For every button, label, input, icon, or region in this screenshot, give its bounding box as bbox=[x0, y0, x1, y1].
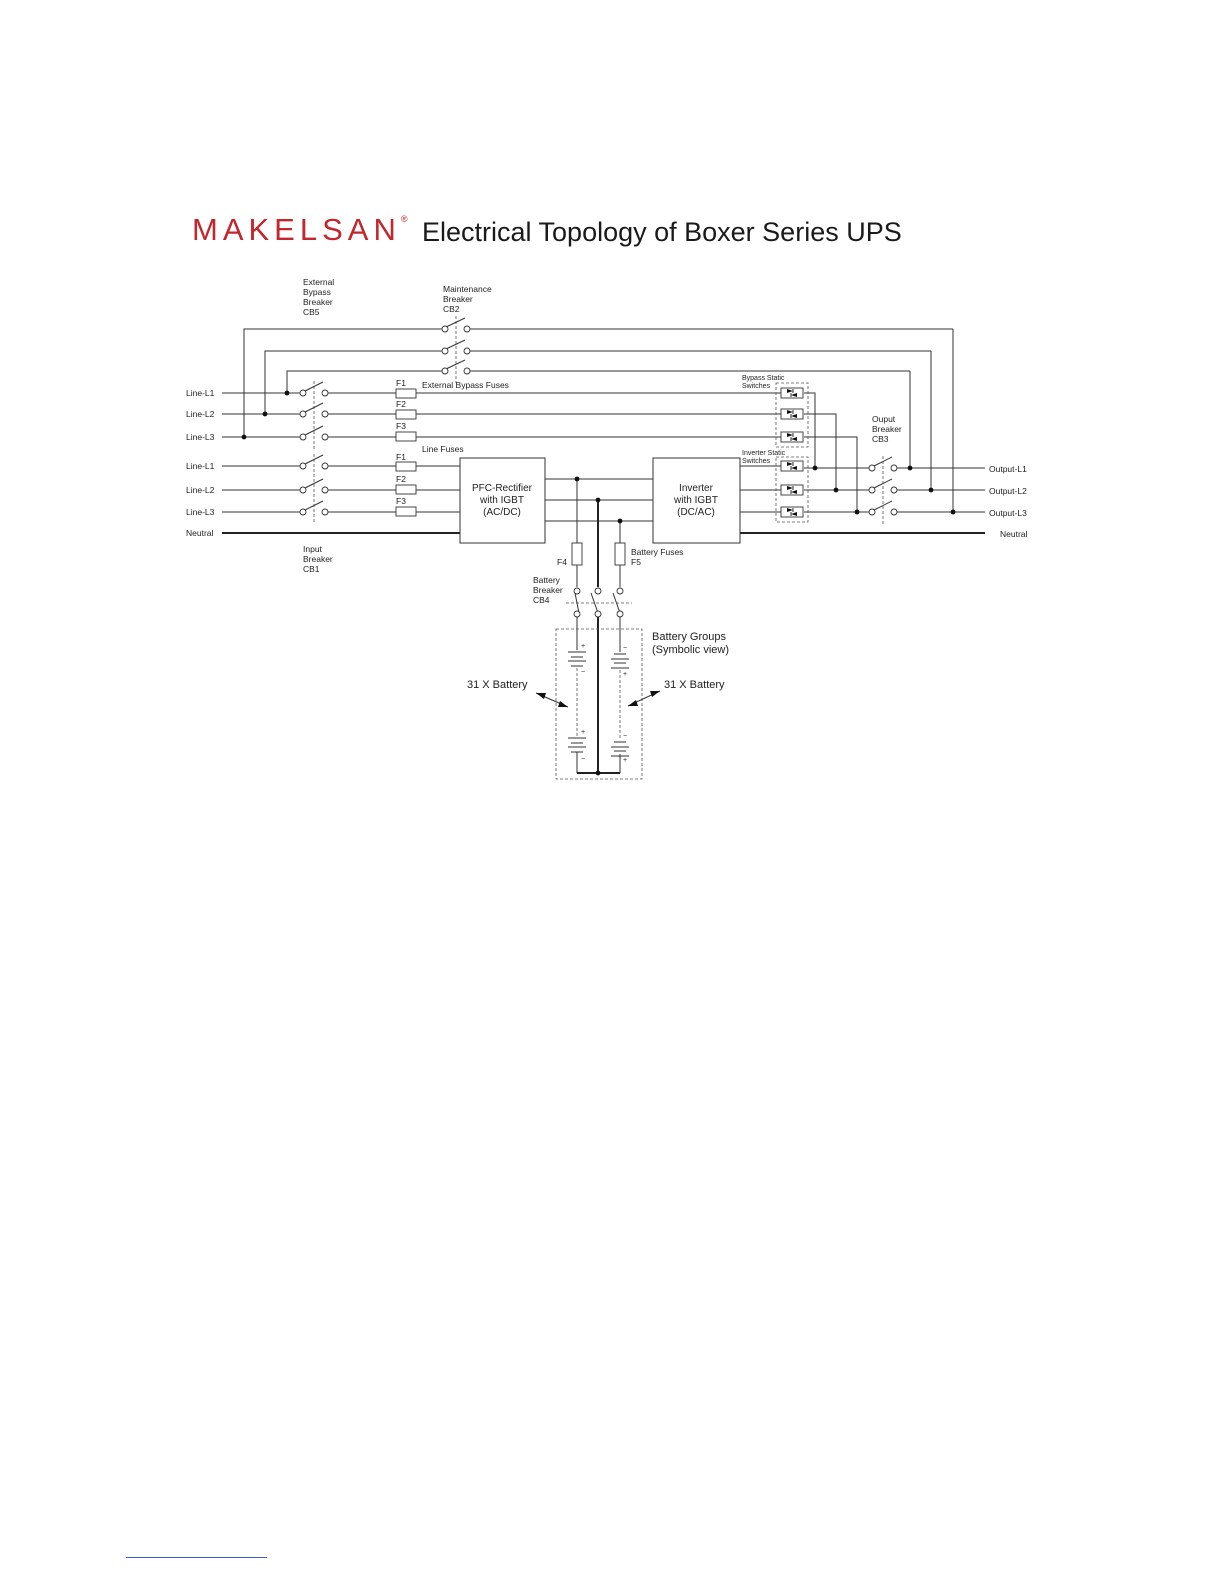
external-bypass-fuses-label: External Bypass Fuses bbox=[422, 380, 509, 390]
cb4-label: Battery bbox=[533, 575, 560, 585]
cb5-label: External bbox=[303, 277, 335, 287]
inverter-static-switches-label: Inverter Static bbox=[742, 450, 786, 457]
svg-text:Switches: Switches bbox=[742, 458, 771, 465]
inverter-static-switches bbox=[776, 457, 808, 522]
f5-label: F5 bbox=[631, 557, 641, 567]
svg-text:with IGBT: with IGBT bbox=[480, 495, 524, 506]
breaker-cb1 bbox=[300, 454, 328, 523]
svg-text:−: − bbox=[581, 669, 586, 676]
f4-label: F4 bbox=[557, 557, 567, 567]
svg-text:CB2: CB2 bbox=[443, 304, 460, 314]
svg-text:F3: F3 bbox=[396, 421, 406, 431]
svg-text:−: − bbox=[623, 645, 628, 652]
svg-text:with IGBT: with IGBT bbox=[674, 495, 718, 506]
svg-text:F3: F3 bbox=[396, 496, 406, 506]
bypass-input-l1: Line-L1 bbox=[186, 388, 215, 398]
brand-logo: MAKELSAN® bbox=[192, 212, 408, 247]
cb3-label: Ouput bbox=[872, 414, 896, 424]
main-input-l1: Line-L1 bbox=[186, 461, 215, 471]
svg-text:(DC/AC): (DC/AC) bbox=[677, 507, 715, 518]
svg-text:+: + bbox=[623, 671, 628, 678]
svg-text:F2: F2 bbox=[396, 474, 406, 484]
svg-text:F2: F2 bbox=[396, 399, 406, 409]
svg-text:−: − bbox=[623, 733, 628, 740]
page-title: Electrical Topology of Boxer Series UPS bbox=[422, 217, 902, 247]
svg-text:(AC/DC): (AC/DC) bbox=[483, 507, 521, 518]
svg-text:CB3: CB3 bbox=[872, 434, 889, 444]
svg-text:Breaker: Breaker bbox=[533, 585, 563, 595]
breaker-cb5 bbox=[300, 381, 328, 449]
svg-text:F1: F1 bbox=[396, 378, 406, 388]
svg-text:F1: F1 bbox=[396, 452, 406, 462]
svg-text:+: + bbox=[623, 757, 628, 764]
svg-text:Switches: Switches bbox=[742, 383, 771, 390]
breaker-cb2 bbox=[442, 316, 470, 383]
svg-text:Breaker: Breaker bbox=[872, 424, 902, 434]
rectifier-label: PFC-Rectifier bbox=[471, 483, 533, 494]
battery-fuses-label: Battery Fuses bbox=[631, 547, 684, 557]
io-labels bbox=[186, 388, 1028, 539]
svg-text:−: − bbox=[581, 756, 586, 763]
wiring bbox=[222, 329, 985, 773]
component-labels bbox=[303, 277, 902, 605]
svg-text:CB1: CB1 bbox=[303, 564, 320, 574]
main-input-l2: Line-L2 bbox=[186, 485, 215, 495]
battery-count-left: 31 X Battery bbox=[467, 679, 528, 691]
svg-text:Breaker: Breaker bbox=[303, 554, 333, 564]
bypass-static-switches-label: Bypass Static bbox=[742, 375, 785, 382]
svg-text:Breaker: Breaker bbox=[443, 294, 473, 304]
output-l2: Output-L2 bbox=[989, 486, 1027, 496]
cb2-label: Maintenance bbox=[443, 284, 492, 294]
svg-text:+: + bbox=[581, 643, 586, 650]
bypass-input-l3: Line-L3 bbox=[186, 432, 215, 442]
svg-text:CB5: CB5 bbox=[303, 307, 320, 317]
svg-text:CB4: CB4 bbox=[533, 595, 550, 605]
output-l1: Output-L1 bbox=[989, 464, 1027, 474]
breaker-cb4 bbox=[566, 588, 632, 617]
footer-rule bbox=[126, 1557, 267, 1558]
breaker-cb3 bbox=[869, 456, 897, 524]
input-neutral: Neutral bbox=[186, 528, 214, 538]
svg-text:Bypass: Bypass bbox=[303, 287, 331, 297]
main-input-l3: Line-L3 bbox=[186, 507, 215, 517]
line-fuses bbox=[396, 462, 416, 516]
line-fuses-label: Line Fuses bbox=[422, 444, 464, 454]
svg-text:Breaker: Breaker bbox=[303, 297, 333, 307]
svg-text:(Symbolic view): (Symbolic view) bbox=[652, 644, 730, 656]
output-l3: Output-L3 bbox=[989, 508, 1027, 518]
svg-text:+: + bbox=[581, 729, 586, 736]
bypass-input-l2: Line-L2 bbox=[186, 409, 215, 419]
battery-count-right: 31 X Battery bbox=[664, 679, 725, 691]
battery-groups-label: Battery Groups bbox=[652, 631, 726, 643]
cb1-label: Input bbox=[303, 544, 322, 554]
output-neutral: Neutral bbox=[1000, 529, 1028, 539]
external-bypass-fuses bbox=[396, 389, 416, 441]
bypass-static-switches bbox=[776, 383, 808, 447]
inverter-label: Inverter bbox=[679, 483, 713, 494]
